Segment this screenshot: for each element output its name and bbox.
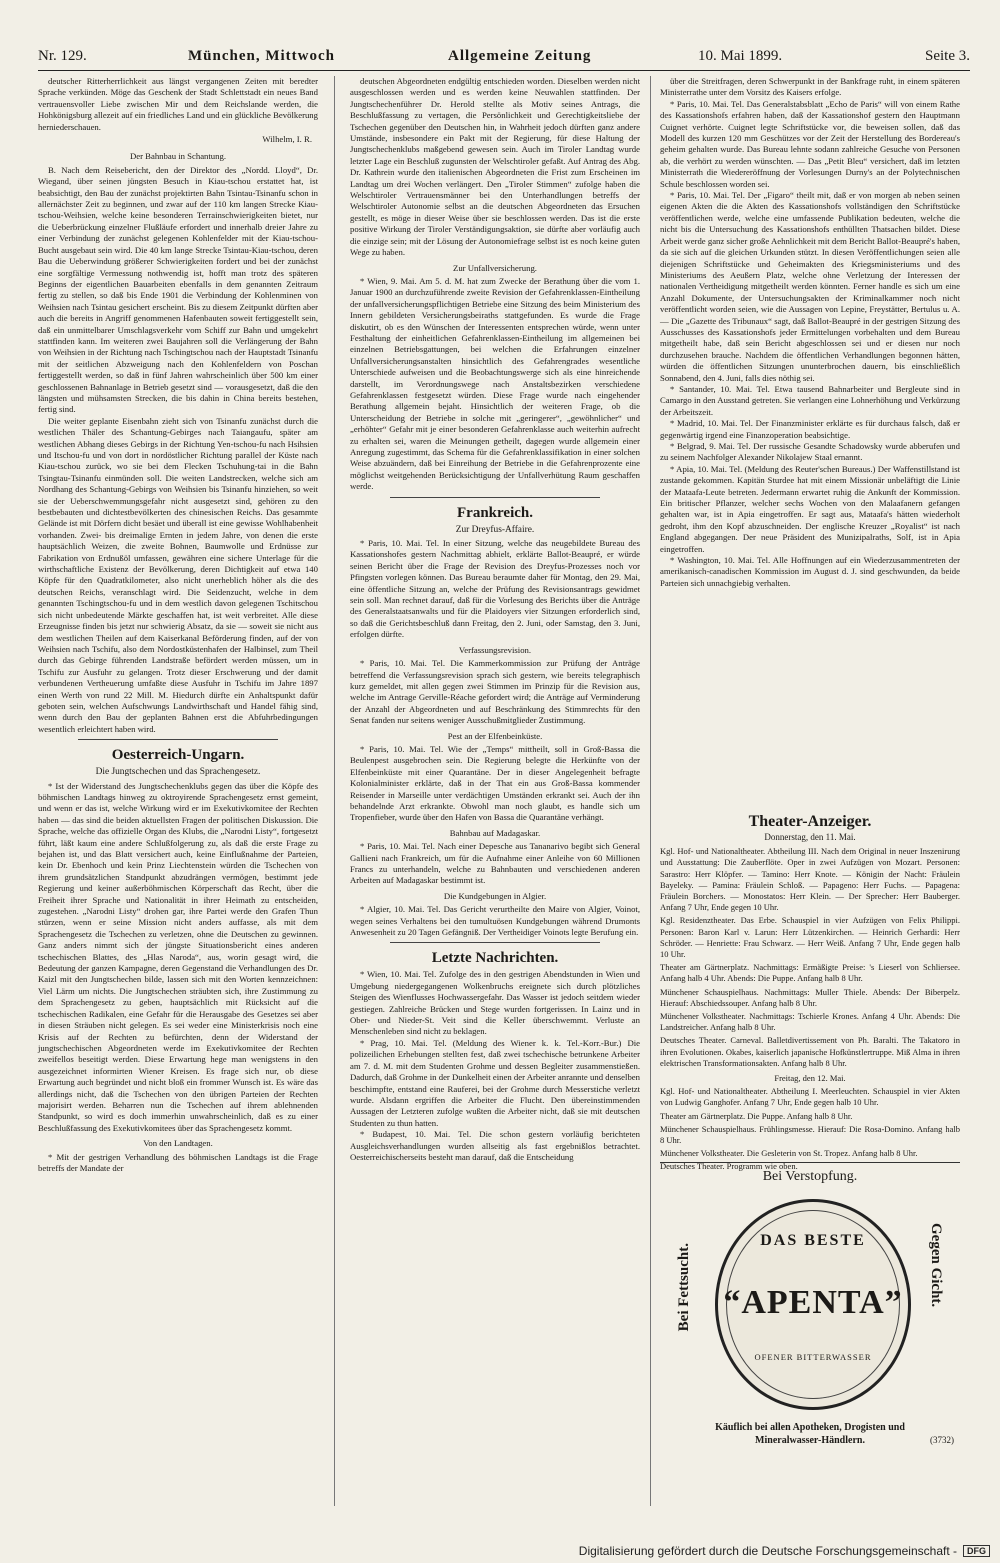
article-text: deutschen Abgeordneten endgültig entschieden worden. Dieselben werden nicht ausgeschlossen werden und es werden keine Neuwahlen stattfinden. Der Jungtschechenführer Dr. Herold stellte als Motiv seines Antrags, die Beschlußfassung zu vertagen, die Persönlichkeit und Gerechtigkeitsliebe der Tschechen gegenüber den Deutschen hin, in Wahrheit jedoch dürften ganz andere Umstände, insbesondere ein Pakt mit der Regierung, für diese Haltung der Jungtschechenklubs maßgebend gewesen sein. Auch im Tiroler Landtag wurde letzter Lage ein Beschluß zugunsten der Welschtiroler gefaßt. Auf Antrag des Abg. Dr. Kathrein wurde den italienischen Abgeordneten die Frist zum Erscheinen im Landtag um drei Wochen verlängert. Den „Tiroler Stimmen“ zufolge haben die Welschtiroler Vertrauensmänner bei den Unterhandlungen betreffs der Welschtiroler Autonomie selbst an die deutschen Abgeordneten das Ersuchen gestellt, es möge in dieser Weise über sie beschlossen werden. Das ist die erste positive Wirkung der Tiroler Verständigungsaktion, sie dürfte aber vorläufig auch die einzige sein; mit der Lösung der Autonomiefrage selbst ist es noch keine guten Wege zu haben.	[350, 76, 640, 258]
article-text: * Belgrad, 9. Mai. Tel. Der russische Gesandte Schadowsky wurde abberufen und zu seinem Nachfolger Alexander Nikolajew Staal ernannt.	[660, 441, 960, 463]
section-title: Letzte Nachrichten.	[431, 950, 559, 967]
section-subtitle: Zur Dreyfus-Affaire.	[455, 524, 535, 535]
article-text: * Paris, 10. Mai. Tel. Nach einer Depesche aus Tananarivo begibt sich General Gallieni nach Frankreich, um für die Aufnahme einer Anleihe von 60 Millionen Francs zu unterhandeln, welche zu Bahnbauten und verschiedenen anderen Arbeiten auf Madagaskar bestimmt ist.	[350, 841, 640, 886]
article-text: deutscher Ritterherrlichkeit aus längst vergangenen Zeiten mit beredter Sprache verkünden. Möge das Geschenk der Stadt Schlettstadt ein neues Band vertrauensvoller Liebe zwischen Mir und dem Reichslande werden, die Hohkönigsburg allezeit auf ein friedliches Land und ein glückliche Bevölkerung herniederschauen.	[38, 76, 318, 132]
article-text: * Wien, 9. Mai. Am 5. d. M. hat zum Zwecke der Berathung über die vom 1. Januar 1900 an durchzuführende zweite Revision der Gefahrenklassen-Eintheilung der unfallversicherungspflichtigen Betriebe eine Sitzung des beim Ministerium des Innern gebildeten Versicherungsbeiraths stattgefunden. Es wurde die Frage diskutirt, ob es den Wünschen der Interessenten entsprechen würde, wenn unter Festhaltung der einheitlichen Gefahrenklassen-Eintheilung im allgemeinen bei einzelnen Betriebsgattungen, bei welchen die Erfahrungen einzelner Unfallversicherungsanstalten hinsichtlich des Gefahrengrades wesentliche Unterschiede aufweisen und die Beobachtungswerge sich als eine hinreichende darstellt, im Verordnungswege nach Anstaltsbezirken verschiedene Gefahrenklassen festgesetzt würden. Diese Frage wurde nach eingehender Berathung allgemein bejaht. Hinsichtlich der weiteren Frage, ob die Unterscheidung der Betriebe in solche mit „geringerer“, „gewöhnlicher“ und „erhöhter“ Gefahr mit je einer besonderen Gefahrenklasse auch weiterhin aufrecht zu erhalten sei, waren die Meinungen getheilt, dagegen wurde allgemein einer Anregung zugestimmt, das Schema für die Gefahrenklassifikation in einer solchen Weise abzuändern, daß bei Einreihung der Betriebe in die Gefahrenprozente eine möglichst weitgehenden Berücksichtigung der Unfallverhütung Raum geschaffen werde.	[350, 275, 640, 492]
ad-code: (3732)	[930, 1435, 954, 1445]
theater-entry: Kgl. Hof- und Nationaltheater. Abtheilung III. Nach dem Original in neuer Inszenirung und Ausstattung: Die Zauberflöte. Oper in zwei Aufzügen von Mozart. Personen: Sarastro: Herr Klöpfer. — Tamino: Herr Knote. — Königin der Nacht: Fräulein Bayeleky. — Pamina: Fräulein Schloß. — Papageno: Herr Fuchs. — Papagena: Fräulein Borchers. — Monostatos: Herr Klein. — Der Sprecher: Herr Bauberger. Anfang 7 Uhr, Ende gegen 10 Uhr.	[660, 846, 960, 913]
article-text: * Paris, 10. Mai. Tel. Der „Figaro“ theilt mit, daß er von morgen ab neben seinen eigenen Akten die die Akten des Kassationshofs vollständigen den Schriftstücke veröffentlichen werde, welche eine umfassende Publikation bedeuten, welche die nicht bis die Untersuchung des Kassationshofs enthüllten Thatsachen bildet. Diese Arbeit werde ganz sicher große Aehnlichkeit mit dem Bericht Ballot-Beaupré's haben, da sie sich auf die gleichen Urkunden stützt. In diesen Veröffentlichungen seien alle diejenigen Schriftstücke und Geheimakten des Kriegsministeriums und des Ministeriums des Aeußern Platz, welche ohne Verletzung der Interessen der nationalen Vertheidigung mitgetheilt werden könnten. Ferner handle es sich um eine Anzahl Dokumente, der Untersuchungsakten der Kriminalkammer noch nicht veröffentlicht worden seien, wie die Aussagen von Lepine, Freystätter, Bertulus u. A. — Die „Gazette des Tribunaux“ sagt, daß Ballot-Beaupré in der gestrigen Sitzung des Ausschusses des Kassationshofs jeder Ermittelungen vorbehalten und dem Bureau mitgetheilt habe, daß sein Bericht abgeschlossen sei und er diesen nur noch durchzusehen brauche. Nachdem die öffentlichen Verhandlungen begonnen hätten, würden die öffentlichen Sitzungen ununterbrochen dauern, bis einschließlich Sonnabend, den 4. Juni, falls dies nöthig sei.	[660, 190, 960, 383]
theater-entry: Münchener Schauspielhaus. Frühlingsmesse. Hierauf: Die Rosa-Domino. Anfang halb 8 Uhr.	[660, 1123, 960, 1146]
section-heading: Zur Unfallversicherung.	[453, 262, 537, 273]
ad-availability	[660, 1421, 960, 1447]
ad-side-text-right: Gegen Gicht.	[928, 1223, 944, 1308]
masthead-rule	[38, 70, 970, 71]
column-divider	[334, 76, 335, 1506]
ad-headline: Bei Verstopfung.	[762, 1169, 858, 1184]
section-heading: Die Kundgebungen in Algier.	[443, 890, 547, 901]
divider	[78, 739, 278, 740]
section-heading: Verfassungsrevision.	[458, 644, 532, 655]
theater-listings	[660, 812, 960, 1172]
section-heading: Von den Landtagen.	[143, 1138, 213, 1149]
divider	[390, 942, 600, 943]
theater-entry: Münchener Schauspielhaus. Nachmittags: Muller Thiele. Abends: Der Biberpelz. Hierauf: Abschiedssouper. Anfang halb 8 Uhr.	[660, 986, 960, 1008]
theater-day: Donnerstag, den 11. Mai.	[764, 832, 856, 842]
column-divider	[650, 76, 651, 1506]
theater-entry: Münchener Volkstheater. Die Gesleterin von St. Tropez. Anfang halb 8 Uhr.	[660, 1148, 918, 1159]
column-3	[660, 76, 960, 816]
ad-oval-label	[715, 1199, 911, 1410]
article-text: * Washington, 10. Mai. Tel. Alle Hoffnungen auf ein Wiederzusammentreten der amerikanisch-canadischen Kommission im August d. J. sind geschwunden, da beide Parteien sich unnachgiebig verhalten.	[660, 555, 960, 588]
article-text: * Paris, 10. Mai. Tel. In einer Sitzung, welche das neugebildete Bureau des Kassationshofes gestern Nachmittag abhielt, erklärte Ballot-Beaupré, er würde seinen Bericht über die Frage der Revision des Dreyfus-Prozesses noch vor Pfingsten vorlegen können. Das Bureau beraumte daher für Montag, den 29. Mai, eine öffentliche Sitzung an, welche der Prüfung des Revisionsantrags gewidmet sein soll. Man rechnet darauf, daß für die Vorlesung des Berichts über die Anträge des Generalstaatsanwalts und für die Plaidoyers vier Sitzungen erforderlich sind, so daß die Gerichtsbeschluß dann Freitag, den 2. Juni, oder Samstag, den 3. Juni, erfolgen dürfte.	[350, 538, 640, 640]
article-text: B. Nach dem Reisebericht, den der Direktor des „Nordd. Lloyd“, Dr. Wiegand, über seinen jüngsten Besuch in Kiau-tschou erstattet hat, ist beabsichtigt, den Bau der zunächst projektirten Bahn Tsintau-Tsinanfu schon in allernächster Zeit zu beginnen, und zwar auf der 110 km langen Strecke Kiau-tschou-Weihsien, welche keine besonderen Terrainschwierigkeiten bietet, nur die Ueberbrückung einzelner Flußläufe erfordert und innerhalb dreier Jahre zu einer Verbindung der zunächst gelegenen Kohlenfelder mit der Kiau-tschou-Bucht ausgebaut sein wird. Die 40 km lange Strecke Tsintau-Kiau-tschou, deren Bau die Ueberwindung größerer Schwierigkeiten fordert und bei der zunächst eine sorgfältige Vermessung nothwendig ist, hofft man trotz des späteren Beginns der eigentlichen Bauarbeiten ebenfalls in dem genannten Zeitraum fertig zu stellen, so daß bis Ende 1901 die Verbindung der Kohlenminen von Weihsien nach Tsintau gesichert erscheint. Bis zu diesem Zeitpunkt dürften aber auch die bereits in Angriff genommenen Hafenbauten soweit fertiggestellt sein, daß ein unmittelbarer Umschlagsverkehr vom Schiff zur Bahn und umgekehrt stattfinden kann. Im weiteren zwei Baujahren soll die Verlängerung der Bahn von Weihsien in der Richtung nach Tschingtschou nach der Hauptstadt Tsinanfu mit der seitlichen Abzweigung nach den Kohlenfeldern von Poschan fertiggestellt werden, so daß in fünf Jahren wahrscheinlich über 500 km einer geschlossenen Bahnanlage in Betrieb gesetzt sind — vorausgesetzt, daß die den längsten und mühsamsten Strecken, die bis dahin in China bereits bestehen, fertig sind.	[38, 164, 318, 415]
section-title: Frankreich.	[457, 504, 533, 521]
issue-number: Nr. 129.	[38, 47, 87, 64]
page-number: Seite 3.	[925, 47, 970, 64]
article-text: * Santander, 10. Mai. Tel. Etwa tausend Bahnarbeiter und Bergleute sind in Camargo in den Ausstand getreten. Sie verlangen eine Lohnerhöhung und Verkürzung der Arbeitszeit.	[660, 383, 960, 417]
ad-availability-line: Mineralwasser-Händlern.	[755, 1435, 865, 1446]
footer-text: Digitalisierung gefördert durch die Deutsche Forschungsgemeinschaft -	[578, 1544, 957, 1558]
column-1	[38, 76, 318, 1506]
ad-brand-name: “APENTA”	[723, 1284, 903, 1321]
article-text: Die weiter geplante Eisenbahn zieht sich von Tsinanfu zunächst durch die westlichen Thäler des Schantung-Gebirges nach Taiangaufu, später am westlichen Abhang dieses Gebirgs in der Richtung Yen-tschou-fu nach Hsihsien und Itschou-fu und von dort in nordöstlicher Richtung parallel der Küste nach Kiau-tschou zurück, wo sie bei dem Flecken Tschuhung-tai in die Bahn Tsingtau-Tsinanfu einmünden soll. Die weiten Landstrecken, welche sich am Nordhang des Schantung-Gebirgs von Weihsien bis Tsinanfu hinziehen, so weit sie der Ueberschwemmungsgefahr nicht ausgesetzt sind, gehören zu den bestbebauten und dichtestbevölkerten des chinesischen Reichs. Das gesammte Gelände ist mit Dörfern dicht besäet und überall ist eine gewisse Wohlhabenheit vorhanden. Zwei- bis dreimalige Ernten in jedem Jahre, von denen die erste hauptsächlich Weizen, die zweite Bohnen, Baumwolle und Erdnüsse zur Fabrikation von Erdnußöl umfassen, gewähren eine sichere Unterlage für die wirthschaftliche Existenz der Bevölkerung, deren Dichtigkeit auf etwa 140 Köpfe für den Quadratkilometer, also nicht unerheblich höher als die des deutschen Reichs, veranschlagt wird. Die Seidenzucht, welche in dem genannten Tschingtschou-fu und in dem westlich davon gelegenen Tschitschou sich nicht unbedeutende Märkte geschaffen hat, ist weit verbreitet. Alle diese Erzeugnisse finden bis jetzt nur schwierig Absatz, da sie — soweit sie nicht aus dem westlichen Theilen auf dem Kaiserkanal Beförderung finden, auf der von Weihsien nach Tschifu, also dem Nordostküstenhafen der Halbinsel, zum Theil durch das Gebirge führenden Landstraße befördert werden müssen, um in Tschifu zur Ausfuhr zu gelangen. Trotz dieser Erschwerung und der damit verbundenen Vertheuerung umfaßte diese Ausfuhr in Tschifu im Jahre 1897 einen Werth von rund 22 Mill. M. Hiedurch dürfte ein Anhaltspunkt dafür geboten sein, welchen Aufschwungs Landwirthschaft und Handel fähig sind, wenn durch den Bau der geplanten Bahnen erst die Abfuhrbedingungen wesentlich erleichtert haben wird.	[38, 415, 318, 734]
article-text: * Madrid, 10. Mai. Tel. Der Finanzminister erklärte es für durchaus falsch, daß er gegenwärtig irgend eine Finanzoperation beabsichtige.	[660, 418, 960, 440]
theater-entry: Theater am Gärtnerplatz. Nachmittags: Ermäßigte Preise: 's Lieserl von Schliersee. Anfang halb 4 Uhr. Abends: Die Puppe. Anfang halb 8 Uhr.	[660, 962, 960, 984]
article-text: * Paris, 10. Mai. Tel. Das Generalstabsblatt „Echo de Paris“ will von einem Rathe des Kassationshofs erfahren haben, daß der Kassationshof gestern den Hauptmann Cuignet verhörte. Cuignet legte Schriftstücke vor, die beweisen sollen, daß das Modell des kurzen 120 mm Geschützes vor der Zeit der Herstellung des Bordereau's geheim gehalten wurde. Das Bureau lehnte sodann zahlreiche Gesuche von Personen ab, die verhört zu werden wünschten. — Das „Petit Bleu“ versichert, daß im letzten Ministerrath die Wiedereröffnung der Vorlesungen Durny's an der Polytechnischen Schule beschlossen worden sei.	[660, 98, 960, 189]
section-title: Oesterreich-Ungarn.	[111, 747, 245, 764]
ad-product-type: OFENER BITTERWASSER	[754, 1352, 872, 1362]
article-text: * Ist der Widerstand des Jungtschechenklubs gegen das über die Köpfe des böhmischen Landtags hinweg zu oktroyirende Sprachengesetz ernst gemeint, und wenn er das ist, welche Wirkung wird er im Exekutivkomitee der Rechten haben — das sind die beiden aktuellsten Fragen der politischen Diskussion. Die Sprache, welche das offizielle Organ des Klubs, die „Narodni Listy“, fortgesetzt führt, läßt kaum eine andere Schlußfolgerung zu, als daß die erste Frage zu bejahen ist, und das Blatt versichert auch, keine Einflußnahme der Parteien, kein Dr. Ebenhoch und kein Prinz Liechtenstein würden die Tschechen von ihrem grundsätzlichen Standpunkt abzudrängen vermögen, bestimmt jede Regierung und keiner außerböhmischen Körperschaft das Recht, über die Freiheit ihrer Sprache und Nationalität in ihrer Heimath zu entscheiden, zugestehen. „Narodni Listy“ drohen gar, ihre Partei werde den Grafen Thun stürzen, wenn er seine Mission nicht anders auffasse, als mit dem Sprachengesetz die Tschechen zu verletzen, ohne die Deutschen zu gewinnen. Ganz anders nimmt sich der jüngste Situationsbericht eines anderen tschechischen Blattes, des „Hlas Naroda“, aus, worin gesagt wird, die Bedeutung der ganzen Kampagne, deren Gegenstand die Verhandlungen des Dr. Kaizl mit den Jungtschechen bilde, lassen sich mit den Worten kennzeichnen: Viel Lärm um nichts. Die Jungtschechen sträubten sich, ihre Zustimmung zu dem Sprachengesetz zu geben, hauptsächlich mit Rücksicht auf die tschechischen Radikalen, eine Gefahr für die Herausgabe des Gesetzes sei aber in diesen Sträuben nicht gelegen. Es sei weder eine Ministerkrisis noch eine Krisis auf der Rechten zu befürchten, denn der Widerstand der jungtschechischen Abgeordneten werde im Exekutivkomitee der Rechten zweifellos beseitigt werden. Diese Erwartung hege man wenigstens in den ausgezeichnet informirten Wiener Kreisen. Es frage sich nur, ob diese Erwartung auch begründet und nicht bloß ein frommer Wunsch ist. Es wäre das allerdings nicht, daß die Tschechen von den übrigen Parteien der Rechten majorisirt werden. Beharren nun die Tschechen auf ihrem ablehnenden Standpunkt, so wird es doch immerhin unwahrscheinlich, daß es zu einer Beschlußfassung des Exekutivkomitees über das Sprachengesetz kommt.	[38, 780, 318, 1133]
article-text: * Budapest, 10. Mai. Tel. Die schon gestern vorläufig berichteten Ausgleichsverhandlungen wurden allseitig als fast ergebnißlos betrachtet. Oesterreichischerseits besteht man darauf, daß die Entscheidung	[350, 1129, 640, 1162]
article-text: * Wien, 10. Mai. Tel. Zufolge des in den gestrigen Abendstunden in Wien und Umgebung niedergegangenen Wolkenbruchs ereignete sich durch plötzliches Steigen des Wienflusses Hochwassergefahr. Das Wasser ist jedoch seitdem wieder gestiegen. Zahlreiche Brücken und Stege wurden fortgerissen. In Lainz und in Ober- und Nieder-St. Veit sind die Keller überschwemmt. Verluste an Menschenleben sind nicht zu beklagen.	[350, 969, 640, 1037]
theater-entry: Deutsches Theater. Programm wie oben.	[660, 1161, 798, 1172]
theater-entry: Theater am Gärtnerplatz. Die Puppe. Anfang halb 8 Uhr.	[660, 1110, 853, 1121]
apenta-advertisement	[660, 1162, 960, 1483]
section-heading: Pest an der Elfenbeinküste.	[447, 730, 543, 741]
article-text: über die Streitfragen, deren Schwerpunkt in der Bankfrage ruht, in einem späteren Ministerrathe unter dem Vorsitz des Kaisers erfolge.	[660, 76, 960, 98]
ad-best-text: DAS BESTE	[760, 1232, 866, 1249]
column-2	[350, 76, 640, 1506]
dfg-logo: DFG	[963, 1545, 990, 1557]
article-text: * Prag, 10. Mai. Tel. (Meldung des Wiener k. k. Tel.-Korr.-Bur.) Die polizeilichen Erhebungen stellten fest, daß zwei tschechische betrunkene Arbeiter am 7. d. M. mit dem Studenten Grohme und dessen Begleiter zusammenstießen. Dadurch, daß Grohme in der Dunkelheit einen der Arbeiter anrannte und denselben beschimpfte, entstand eine Rauferei, bei der Grohme durch Messerstiche verletzt wurde. Alsdann ergriffen die Arbeiter die Flucht. Den übereinstimmenden Aussagen der Letzteren zufolge wußten die Arbeiter nicht, daß sie mit deutschen Studenten zu thun hatten.	[350, 1037, 640, 1128]
masthead	[38, 44, 970, 68]
signature: Wilhelm, I. R.	[262, 134, 312, 145]
issue-date: 10. Mai 1899.	[698, 47, 783, 64]
article-text: * Paris, 10. Mai. Tel. Die Kammerkommission zur Prüfung der Anträge betreffend die Verfassungsrevision sprach sich gestern, wie bereits telegraphisch kurz gemeldet, mit allen gegen zwei Stimmen im Prinzip für die Revision aus, welche im Antrage Gerville-Réache gefordert wird; die Anträge auf Verminderung der Anzahl der Abgeordneten und auf Beschränkung des Stimmrechts für den Senat fanden nur seitens weniger Ausschußmitglieder Zustimmung.	[350, 658, 640, 726]
theater-title: Theater-Anzeiger.	[748, 813, 872, 830]
article-text: * Paris, 10. Mai. Tel. Wie der „Temps“ mittheilt, soll in Groß-Bassa die Beulenpest ausgebrochen sein. Die Regierung belegte die Herkünfte von der Elfenbeinküste mit einer Quarantäne. Der in dieser Angelegenheit befragte Kolonialminister erklärte, daß in der That ein aus Groß-Bassa kommender Reisender in Marseille unter verdächtigen Umständen erkrankt sei. Auch der ihn behandelnde Arzt erkrankte. Obwohl man noch glaubt, es handle sich um Tropenfieber, wurde über den Hafen von Bassa die Quarantäne verhängt.	[350, 743, 640, 823]
theater-entry: Kgl. Hof- und Nationaltheater. Abtheilung I. Meerleuchten. Schauspiel in vier Akten von Ludwig Ganghofer. Anfang 7 Uhr, Ende gegen halb 10 Uhr.	[660, 1086, 960, 1108]
ad-side-text-left: Bei Fettsucht.	[676, 1243, 692, 1332]
theater-entry: Deutsches Theater. Carneval. Balletdivertissement von Ph. Baralti. The Takatoro in ihren Evolutionen. Okabes, kaiserlich japanische Hofkünstlertruppe. Miß Alma in ihren elektrischen Transformationsakten. Anfang halb 8 Uhr.	[660, 1035, 960, 1068]
section-heading: Bahnbau auf Madagaskar.	[449, 827, 541, 838]
theater-day: Freitag, den 12. Mai.	[774, 1073, 846, 1084]
theater-entry: Münchener Volkstheater. Nachmittags: Tschierle Krones. Anfang 4 Uhr. Abends: Die Landstreicher. Anfang halb 8 Uhr.	[660, 1011, 960, 1033]
article-text: * Apia, 10. Mai. Tel. (Meldung des Reuter'schen Bureaus.) Der Waffenstillstand ist zustande gekommen. Kapitän Sturdee hat mit einem Missionär unbeläftigt die Linie der Mataafa-Leute betreten. Jedermann erwartet ruhig die Ankunft der Kommission. Ein britischer Pflanzer, welcher sechs Wochen von den Malaafanern gefangen gehalten war, ist in Apia eingetroffen. Er sagt aus, Mataafa's hätten wiederholt gedroht, ihm den Kopf abzuschneiden. Der englische Kreuzer „Royalist“ ist nach England abgegangen. Der neue Präsident des Munizipalraths, Solf, ist in Apia eingetroffen.	[660, 463, 960, 554]
theater-entry: Kgl. Residenztheater. Das Erbe. Schauspiel in vier Aufzügen von Felix Philippi. Personen: Baron Karl v. Larun: Herr Lützenkirchen. — Heinrich Gerhardi: Herr Schröder. — Henriette: Frau Schwarz. — Herr Weiß. Anfang 7 Uhr, Ende gegen halb 10 Uhr.	[660, 915, 960, 960]
article-text: * Mit der gestrigen Verhandlung des böhmischen Landtags ist die Frage betreffs der Mandate der	[38, 1151, 318, 1173]
place-and-day: München, Mittwoch	[188, 47, 335, 64]
section-subtitle: Die Jungtschechen und das Sprachengesetz.	[95, 767, 261, 778]
ad-availability-line: Käuflich bei allen Apotheken, Drogisten und	[715, 1422, 905, 1433]
divider	[390, 497, 600, 498]
section-heading: Der Bahnbau in Schantung.	[129, 151, 227, 162]
newspaper-title: Allgemeine Zeitung	[448, 47, 592, 64]
digitization-footer	[579, 1544, 990, 1558]
article-text: * Algier, 10. Mai. Tel. Das Gericht verurtheilte den Maire von Algier, Voinot, wegen seines Verhaltens bei den tumultuösen Kundgebungen während Drumonts Anwesenheit zu 20 Tagen Gefängniß. Der Vertheidiger Voinots legte Berufung ein.	[350, 904, 640, 938]
